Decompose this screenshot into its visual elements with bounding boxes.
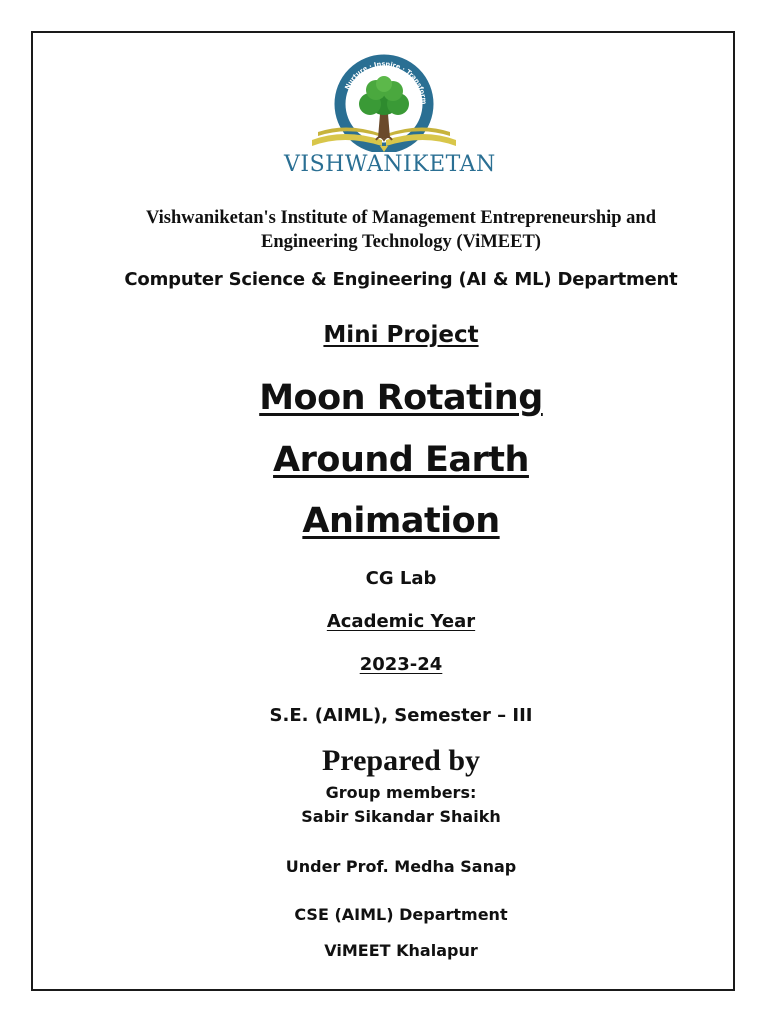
project-guide: Under Prof. Medha Sanap (285, 857, 517, 876)
tree-emblem-icon (284, 48, 484, 152)
project-title-line-1 (31, 378, 768, 418)
project-title-text-3: Animation (302, 501, 500, 541)
group-member-name: Sabir Sikandar Shaikh (301, 807, 501, 826)
academic-year-label-text: Academic Year (326, 611, 476, 632)
college-location: ViMEET Khalapur (324, 941, 478, 960)
department-heading: Computer Science & Engineering (AI & ML) Department (124, 269, 678, 290)
project-title-line-3 (31, 501, 768, 541)
logo-wordmark: VISHWANIKETAN (284, 152, 496, 177)
institute-logo (284, 48, 496, 184)
semester: S.E. (AIML), Semester – III (269, 705, 533, 726)
project-title-text-2: Around Earth (273, 440, 529, 480)
prepared-by-heading: Prepared by (321, 744, 481, 777)
guide-department: CSE (AIML) Department (294, 905, 508, 924)
project-type-label: Mini Project (323, 322, 479, 348)
academic-year-value: 2023-24 (359, 654, 443, 675)
academic-year-label (31, 611, 768, 632)
institute-name (31, 206, 768, 254)
project-title-text-1: Moon Rotating (259, 378, 543, 418)
logo-ring-text: Nurture · Inspire · Transform (343, 59, 429, 105)
academic-year (31, 654, 768, 675)
group-members-label: Group members: (325, 783, 477, 802)
project-title-line-2 (31, 440, 768, 480)
institute-name-line-2: Engineering Technology (ViMEET) (261, 232, 541, 252)
institute-name-line-1: Vishwaniketan's Institute of Management Entrepreneurship and (145, 208, 656, 228)
project-type (31, 322, 768, 348)
lab-name: CG Lab (365, 568, 437, 589)
